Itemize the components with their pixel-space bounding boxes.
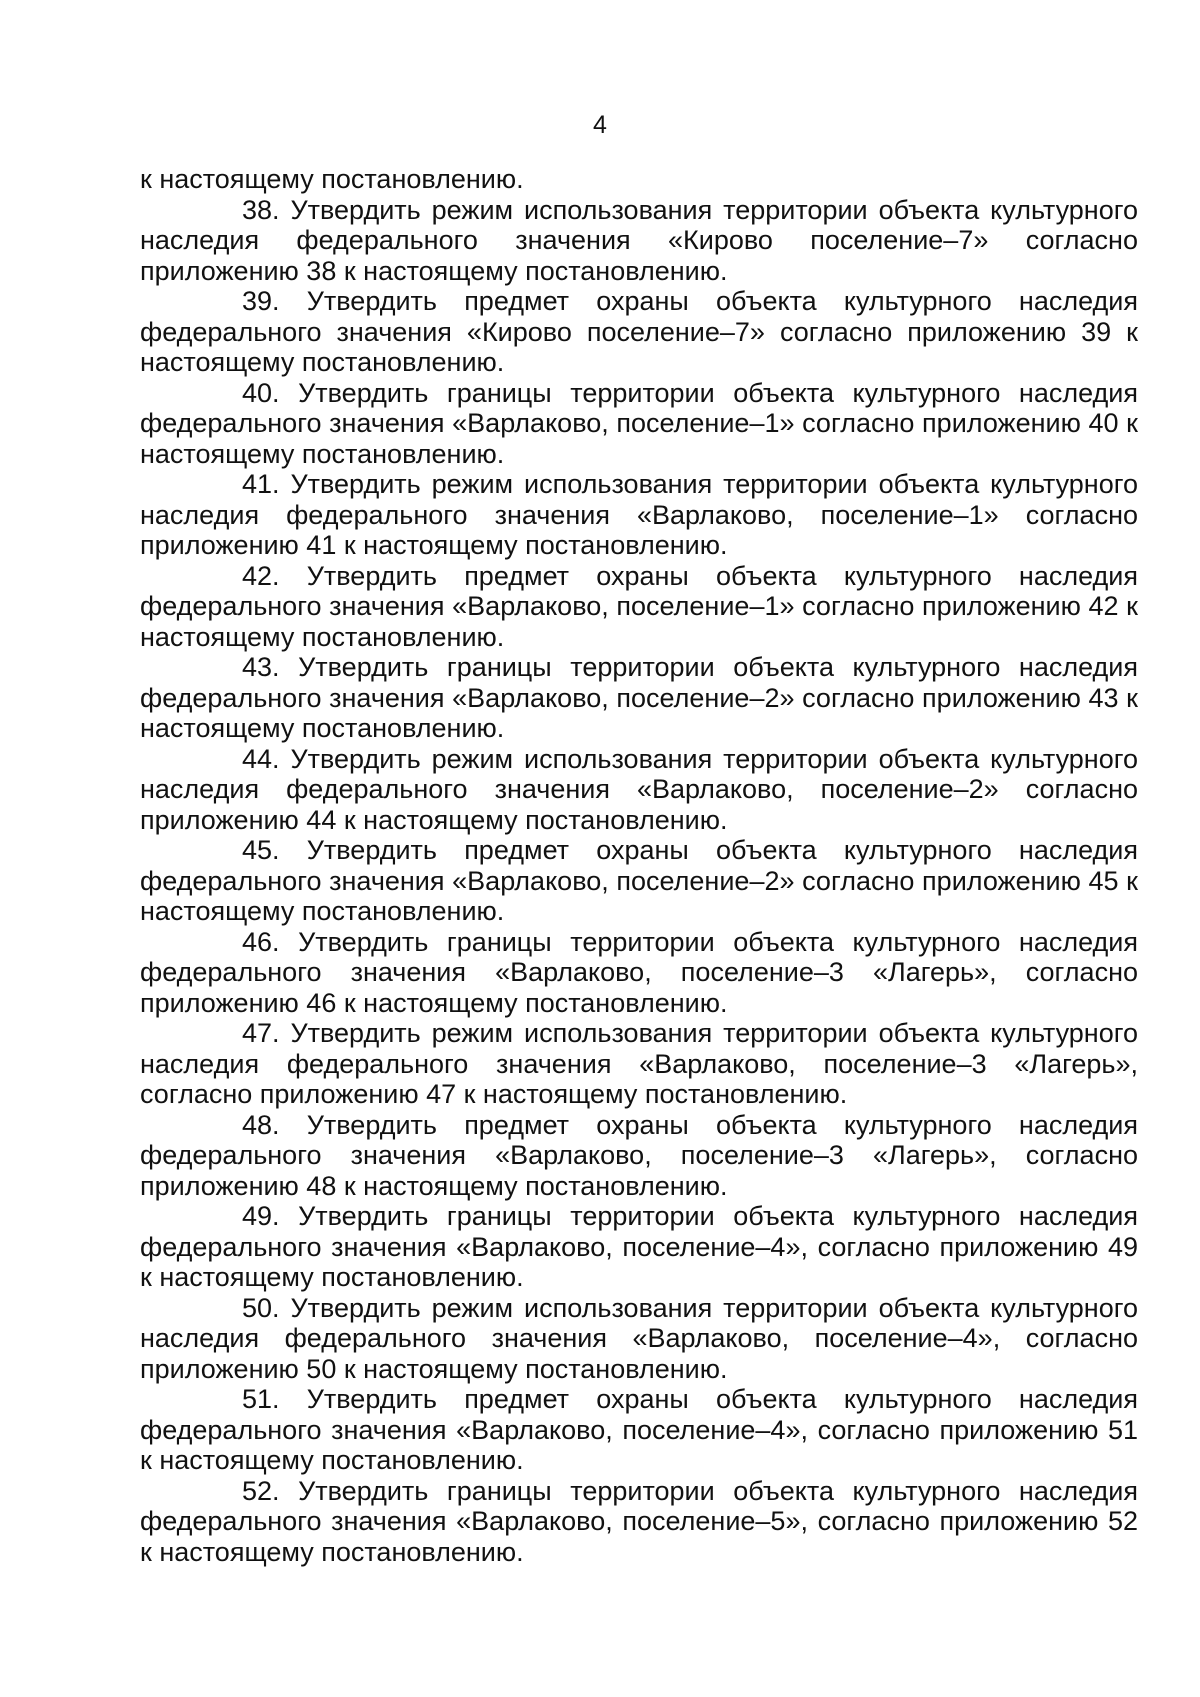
paragraph-47: 47. Утвердить режим использования территории объекта культурного наследия федерального значения «Варлаково, поселение–3 «Лагерь», согласно приложению 47 к настоящему постановлению. <box>140 1018 1138 1109</box>
paragraph-39: 39. Утвердить предмет охраны объекта культурного наследия федерального значения «Кирово поселение–7» согласно приложению 39 к настоящему постановлению. <box>140 286 1138 377</box>
continuation-paragraph: к настоящему постановлению. <box>140 164 524 194</box>
paragraph-43: 43. Утвердить границы территории объекта культурного наследия федерального значения «Варлаково, поселение–2» согласно приложению 43 к настоящему постановлению. <box>140 652 1138 743</box>
paragraph-41: 41. Утвердить режим использования территории объекта культурного наследия федерального значения «Варлаково, поселение–1» согласно приложению 41 к настоящему постановлению. <box>140 469 1138 560</box>
paragraph-38: 38. Утвердить режим использования территории объекта культурного наследия федерального значения «Кирово поселение–7» согласно приложению 38 к настоящему постановлению. <box>140 194 1138 286</box>
paragraph-50: 50. Утвердить режим использования территории объекта культурного наследия федерального значения «Варлаково, поселение–4», согласно приложению 50 к настоящему постановлению. <box>140 1292 1138 1384</box>
paragraph-52: 52. Утвердить границы территории объекта культурного наследия федерального значения «Варлаково, поселение–5», согласно приложению 52 к настоящему постановлению. <box>140 1475 1138 1567</box>
paragraph-46: 46. Утвердить границы территории объекта культурного наследия федерального значения «Варлаково, поселение–3 «Лагерь», согласно приложению 46 к настоящему постановлению. <box>140 926 1138 1018</box>
paragraph-42: 42. Утвердить предмет охраны объекта культурного наследия федерального значения «Варлаково, поселение–1» согласно приложению 42 к настоящему постановлению. <box>140 560 1138 652</box>
page-number: 4 <box>593 111 607 139</box>
paragraph-51: 51. Утвердить предмет охраны объекта культурного наследия федерального значения «Варлаково, поселение–4», согласно приложению 51 к настоящему постановлению. <box>140 1384 1138 1475</box>
paragraph-48: 48. Утвердить предмет охраны объекта культурного наследия федерального значения «Варлаково, поселение–3 «Лагерь», согласно приложению 48 к настоящему постановлению. <box>140 1109 1138 1201</box>
paragraph-44: 44. Утвердить режим использования территории объекта культурного наследия федерального значения «Варлаково, поселение–2» согласно приложению 44 к настоящему постановлению. <box>140 743 1138 835</box>
document-body <box>140 164 1138 1567</box>
paragraph-45: 45. Утвердить предмет охраны объекта культурного наследия федерального значения «Варлаково, поселение–2» согласно приложению 45 к настоящему постановлению. <box>140 835 1138 926</box>
paragraph-49: 49. Утвердить границы территории объекта культурного наследия федерального значения «Варлаково, поселение–4», согласно приложению 49 к настоящему постановлению. <box>140 1201 1138 1292</box>
paragraph-40: 40. Утвердить границы территории объекта культурного наследия федерального значения «Варлаково, поселение–1» согласно приложению 40 к настоящему постановлению. <box>140 377 1138 469</box>
